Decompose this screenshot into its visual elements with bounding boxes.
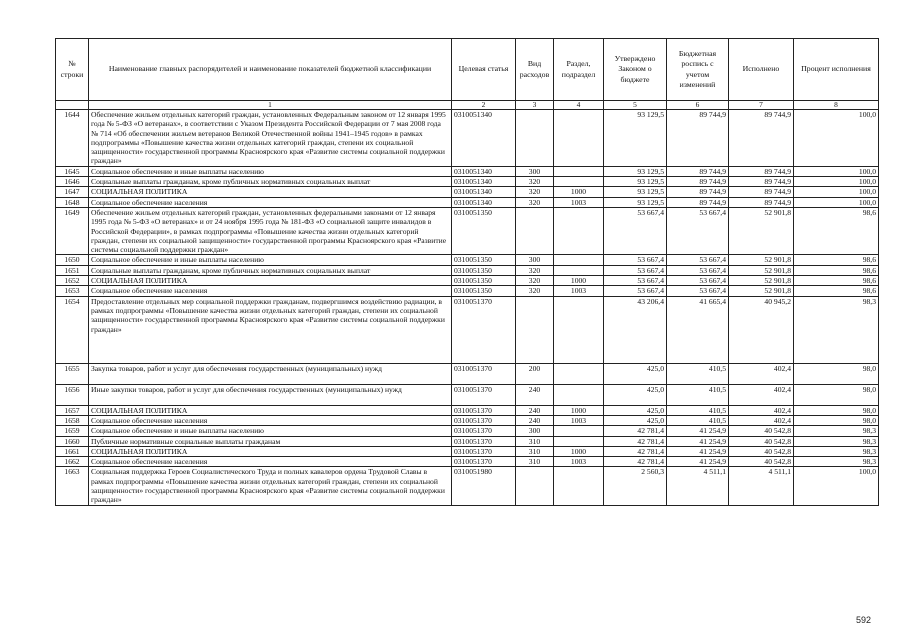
- column-number: [56, 101, 89, 110]
- table-row: [56, 457, 879, 467]
- row-name-cell: СОЦИАЛЬНАЯ ПОЛИТИКА: [89, 187, 452, 197]
- row-percent-cell: 98,6: [794, 276, 879, 286]
- row-number-cell: 1662: [56, 457, 89, 467]
- row-name-cell: СОЦИАЛЬНАЯ ПОЛИТИКА: [89, 446, 452, 456]
- row-kcsr-cell: 0310051340: [452, 110, 516, 167]
- row-name-cell: Закупка товаров, работ и услуг для обеспечения государственных (муниципальных) нужд: [89, 363, 452, 384]
- row-kcsr-cell: 0310051340: [452, 166, 516, 176]
- row-approved-cell: 425,0: [604, 415, 667, 425]
- row-percent-cell: 98,6: [794, 265, 879, 275]
- row-vr-cell: [516, 296, 554, 363]
- row-vr-cell: [516, 110, 554, 167]
- header-vr: Вид расходов: [516, 39, 554, 101]
- row-name-cell: Социальное обеспечение и иные выплаты населению: [89, 166, 452, 176]
- row-plan-cell: 89 744,9: [667, 197, 729, 207]
- row-executed-cell: 40 542,8: [729, 457, 794, 467]
- row-number-cell: 1649: [56, 207, 89, 254]
- row-vr-cell: 300: [516, 426, 554, 436]
- row-plan-cell: 41 254,9: [667, 446, 729, 456]
- row-kcsr-cell: 0310051340: [452, 187, 516, 197]
- row-plan-cell: 89 744,9: [667, 166, 729, 176]
- row-number-cell: 1663: [56, 467, 89, 505]
- row-executed-cell: 402,4: [729, 415, 794, 425]
- row-vr-cell: 320: [516, 187, 554, 197]
- row-vr-cell: 240: [516, 384, 554, 405]
- table-row: [56, 384, 879, 405]
- row-number-cell: 1645: [56, 166, 89, 176]
- row-vr-cell: 320: [516, 276, 554, 286]
- row-vr-cell: [516, 207, 554, 254]
- row-vr-cell: 200: [516, 363, 554, 384]
- row-rz-cell: [554, 166, 604, 176]
- row-number-cell: 1661: [56, 446, 89, 456]
- row-approved-cell: 53 667,4: [604, 207, 667, 254]
- row-plan-cell: 410,5: [667, 405, 729, 415]
- row-plan-cell: 410,5: [667, 384, 729, 405]
- row-rz-cell: [554, 110, 604, 167]
- row-executed-cell: 52 901,8: [729, 276, 794, 286]
- row-vr-cell: 240: [516, 415, 554, 425]
- row-percent-cell: 98,0: [794, 415, 879, 425]
- row-vr-cell: 300: [516, 255, 554, 265]
- row-number-cell: 1644: [56, 110, 89, 167]
- row-executed-cell: 40 945,2: [729, 296, 794, 363]
- row-approved-cell: 53 667,4: [604, 265, 667, 275]
- row-kcsr-cell: 0310051350: [452, 286, 516, 296]
- row-executed-cell: 89 744,9: [729, 166, 794, 176]
- row-approved-cell: 42 781,4: [604, 457, 667, 467]
- row-executed-cell: 52 901,8: [729, 265, 794, 275]
- column-number: 4: [554, 101, 604, 110]
- table-row: [56, 296, 879, 363]
- row-executed-cell: 89 744,9: [729, 197, 794, 207]
- row-approved-cell: 2 560,3: [604, 467, 667, 505]
- row-kcsr-cell: 0310051350: [452, 255, 516, 265]
- table-row: [56, 265, 879, 275]
- row-name-cell: СОЦИАЛЬНАЯ ПОЛИТИКА: [89, 405, 452, 415]
- row-number-cell: 1655: [56, 363, 89, 384]
- row-vr-cell: 320: [516, 286, 554, 296]
- row-name-cell: Иные закупки товаров, работ и услуг для обеспечения государственных (муниципальных) нужд: [89, 384, 452, 405]
- row-executed-cell: 89 744,9: [729, 187, 794, 197]
- row-executed-cell: 402,4: [729, 363, 794, 384]
- row-percent-cell: 100,0: [794, 467, 879, 505]
- row-name-cell: Социальное обеспечение и иные выплаты населению: [89, 426, 452, 436]
- row-plan-cell: 53 667,4: [667, 286, 729, 296]
- row-percent-cell: 100,0: [794, 197, 879, 207]
- row-plan-cell: 89 744,9: [667, 187, 729, 197]
- row-number-cell: 1659: [56, 426, 89, 436]
- row-plan-cell: 4 511,1: [667, 467, 729, 505]
- row-executed-cell: 40 542,8: [729, 426, 794, 436]
- row-executed-cell: 89 744,9: [729, 177, 794, 187]
- table-row: [56, 446, 879, 456]
- row-percent-cell: 98,0: [794, 384, 879, 405]
- row-percent-cell: 98,6: [794, 286, 879, 296]
- table-row: [56, 197, 879, 207]
- row-number-cell: 1654: [56, 296, 89, 363]
- row-approved-cell: 425,0: [604, 384, 667, 405]
- row-executed-cell: 52 901,8: [729, 207, 794, 254]
- row-name-cell: Публичные нормативные социальные выплаты гражданам: [89, 436, 452, 446]
- row-kcsr-cell: 0310051350: [452, 276, 516, 286]
- row-name-cell: Социальные выплаты гражданам, кроме публичных нормативных социальных выплат: [89, 265, 452, 275]
- row-percent-cell: 98,3: [794, 446, 879, 456]
- row-rz-cell: 1003: [554, 457, 604, 467]
- row-name-cell: Обеспечение жильем отдельных категорий граждан, установленных федеральными законами от 12 января 1995 года № 5-ФЗ «О ветеранах» и от 24 ноября 1995 года № 181-ФЗ «О социальной защите инвалидов в Российской Федерации», в рамках подпрограммы «Повышение качества жизни отдельных категорий граждан, степени их социальной защищенности» государственной программы Красноярского края «Развитие системы социальной поддержки граждан»: [89, 207, 452, 254]
- row-rz-cell: 1003: [554, 197, 604, 207]
- row-vr-cell: 310: [516, 457, 554, 467]
- row-kcsr-cell: 0310051370: [452, 296, 516, 363]
- row-executed-cell: 89 744,9: [729, 110, 794, 167]
- table-row: [56, 110, 879, 167]
- row-vr-cell: 310: [516, 436, 554, 446]
- row-number-cell: 1650: [56, 255, 89, 265]
- row-percent-cell: 100,0: [794, 187, 879, 197]
- table-row: [56, 436, 879, 446]
- row-plan-cell: 53 667,4: [667, 265, 729, 275]
- column-number: 2: [452, 101, 516, 110]
- row-percent-cell: 98,6: [794, 207, 879, 254]
- row-percent-cell: 98,6: [794, 255, 879, 265]
- header-approved: Утверждено Законом о бюджете: [604, 39, 667, 101]
- row-name-cell: СОЦИАЛЬНАЯ ПОЛИТИКА: [89, 276, 452, 286]
- page-number: 592: [856, 615, 872, 625]
- row-rz-cell: [554, 384, 604, 405]
- row-approved-cell: 93 129,5: [604, 166, 667, 176]
- row-kcsr-cell: 0310051370: [452, 405, 516, 415]
- row-number-cell: 1660: [56, 436, 89, 446]
- row-approved-cell: 93 129,5: [604, 187, 667, 197]
- table-row: [56, 467, 879, 505]
- row-name-cell: Социальное обеспечение населения: [89, 415, 452, 425]
- row-approved-cell: 93 129,5: [604, 177, 667, 187]
- column-number: 7: [729, 101, 794, 110]
- row-kcsr-cell: 0310051370: [452, 384, 516, 405]
- row-kcsr-cell: 0310051370: [452, 457, 516, 467]
- table-row: [56, 405, 879, 415]
- row-approved-cell: 425,0: [604, 405, 667, 415]
- row-vr-cell: [516, 467, 554, 505]
- table-row: [56, 255, 879, 265]
- row-rz-cell: [554, 467, 604, 505]
- row-rz-cell: [554, 296, 604, 363]
- row-name-cell: Предоставление отдельных мер социальной поддержки гражданам, подвергшимся воздействию радиации, в рамках подпрограммы «Повышение качества жизни отдельных категорий граждан, степени их социальной защищенности» государственной программы Красноярского края «Развитие системы социальной поддержки граждан»: [89, 296, 452, 363]
- row-kcsr-cell: 0310051370: [452, 363, 516, 384]
- row-plan-cell: 53 667,4: [667, 276, 729, 286]
- row-percent-cell: 98,0: [794, 405, 879, 415]
- row-rz-cell: 1000: [554, 187, 604, 197]
- row-number-cell: 1646: [56, 177, 89, 187]
- row-vr-cell: 240: [516, 405, 554, 415]
- column-number: 5: [604, 101, 667, 110]
- row-executed-cell: 4 511,1: [729, 467, 794, 505]
- header-executed: Исполнено: [729, 39, 794, 101]
- row-kcsr-cell: 0310051350: [452, 207, 516, 254]
- row-approved-cell: 93 129,5: [604, 197, 667, 207]
- row-rz-cell: 1000: [554, 276, 604, 286]
- row-number-cell: 1648: [56, 197, 89, 207]
- row-rz-cell: 1000: [554, 446, 604, 456]
- row-kcsr-cell: 0310051980: [452, 467, 516, 505]
- header-rz: Раздел, подраздел: [554, 39, 604, 101]
- row-name-cell: Социальные выплаты гражданам, кроме публичных нормативных социальных выплат: [89, 177, 452, 187]
- row-executed-cell: 402,4: [729, 384, 794, 405]
- header-row-no: № строки: [56, 39, 89, 101]
- header-percent: Процент исполнения: [794, 39, 879, 101]
- column-number: 6: [667, 101, 729, 110]
- table-row: [56, 276, 879, 286]
- row-rz-cell: 1003: [554, 415, 604, 425]
- row-percent-cell: 98,3: [794, 457, 879, 467]
- row-rz-cell: [554, 363, 604, 384]
- row-approved-cell: 42 781,4: [604, 426, 667, 436]
- row-plan-cell: 410,5: [667, 415, 729, 425]
- row-percent-cell: 100,0: [794, 177, 879, 187]
- row-executed-cell: 52 901,8: [729, 255, 794, 265]
- row-plan-cell: 89 744,9: [667, 177, 729, 187]
- row-vr-cell: 320: [516, 197, 554, 207]
- row-rz-cell: 1003: [554, 286, 604, 296]
- row-plan-cell: 53 667,4: [667, 207, 729, 254]
- table-row: [56, 166, 879, 176]
- row-number-cell: 1656: [56, 384, 89, 405]
- table-row: [56, 426, 879, 436]
- row-plan-cell: 41 254,9: [667, 426, 729, 436]
- row-approved-cell: 53 667,4: [604, 255, 667, 265]
- row-plan-cell: 41 665,4: [667, 296, 729, 363]
- row-rz-cell: [554, 265, 604, 275]
- table-row: [56, 207, 879, 254]
- row-kcsr-cell: 0310051370: [452, 446, 516, 456]
- row-executed-cell: 402,4: [729, 405, 794, 415]
- row-vr-cell: 300: [516, 166, 554, 176]
- table-row: [56, 187, 879, 197]
- table-header-row: [56, 39, 879, 101]
- row-rz-cell: [554, 426, 604, 436]
- row-approved-cell: 53 667,4: [604, 276, 667, 286]
- row-approved-cell: 93 129,5: [604, 110, 667, 167]
- row-vr-cell: 310: [516, 446, 554, 456]
- row-number-cell: 1653: [56, 286, 89, 296]
- row-name-cell: Обеспечение жильем отдельных категорий граждан, установленных Федеральным законом от 12 января 1995 года № 5-ФЗ «О ветеранах», в соответствии с Указом Президента Российской Федерации от 7 мая 2008 года № 714 «Об обеспечении жильем ветеранов Великой Отечественной войны 1941–1945 годов» в рамках подпрограммы «Повышение качества жизни отдельных категорий граждан, степени их социальной защищенности» государственной программы Красноярского края «Развитие системы социальной поддержки граждан»: [89, 110, 452, 167]
- row-name-cell: Социальное обеспечение населения: [89, 457, 452, 467]
- row-kcsr-cell: 0310051340: [452, 177, 516, 187]
- row-plan-cell: 53 667,4: [667, 255, 729, 265]
- row-approved-cell: 425,0: [604, 363, 667, 384]
- row-executed-cell: 52 901,8: [729, 286, 794, 296]
- row-plan-cell: 41 254,9: [667, 457, 729, 467]
- row-approved-cell: 42 781,4: [604, 446, 667, 456]
- column-number: 3: [516, 101, 554, 110]
- column-number-row: [56, 101, 879, 110]
- row-name-cell: Социальная поддержка Героев Социалистического Труда и полных кавалеров ордена Трудовой Славы в рамках подпрограммы «Повышение качества жизни отдельных категорий граждан, степени их социальной защищенности» государственной программы Красноярского края «Развитие системы социальной поддержки граждан»: [89, 467, 452, 505]
- header-kcsr: Целевая статья: [452, 39, 516, 101]
- row-approved-cell: 53 667,4: [604, 286, 667, 296]
- row-number-cell: 1652: [56, 276, 89, 286]
- row-executed-cell: 40 542,8: [729, 446, 794, 456]
- row-number-cell: 1651: [56, 265, 89, 275]
- row-name-cell: Социальное обеспечение и иные выплаты населению: [89, 255, 452, 265]
- row-number-cell: 1647: [56, 187, 89, 197]
- row-plan-cell: 41 254,9: [667, 436, 729, 446]
- budget-execution-table: [55, 38, 879, 506]
- row-percent-cell: 98,3: [794, 296, 879, 363]
- row-approved-cell: 43 206,4: [604, 296, 667, 363]
- row-percent-cell: 98,3: [794, 436, 879, 446]
- row-approved-cell: 42 781,4: [604, 436, 667, 446]
- row-name-cell: Социальное обеспечение населения: [89, 197, 452, 207]
- row-rz-cell: [554, 436, 604, 446]
- row-vr-cell: 320: [516, 265, 554, 275]
- row-plan-cell: 410,5: [667, 363, 729, 384]
- row-name-cell: Социальное обеспечение населения: [89, 286, 452, 296]
- row-percent-cell: 98,3: [794, 426, 879, 436]
- table-row: [56, 363, 879, 384]
- row-executed-cell: 40 542,8: [729, 436, 794, 446]
- row-rz-cell: 1000: [554, 405, 604, 415]
- row-percent-cell: 98,0: [794, 363, 879, 384]
- row-rz-cell: [554, 177, 604, 187]
- row-rz-cell: [554, 207, 604, 254]
- row-plan-cell: 89 744,9: [667, 110, 729, 167]
- row-number-cell: 1657: [56, 405, 89, 415]
- row-number-cell: 1658: [56, 415, 89, 425]
- row-vr-cell: 320: [516, 177, 554, 187]
- header-budget-list: Бюджетная роспись с учетом изменений: [667, 39, 729, 101]
- column-number: 8: [794, 101, 879, 110]
- table-row: [56, 286, 879, 296]
- column-number: 1: [89, 101, 452, 110]
- row-kcsr-cell: 0310051370: [452, 436, 516, 446]
- row-kcsr-cell: 0310051340: [452, 197, 516, 207]
- table-row: [56, 415, 879, 425]
- row-kcsr-cell: 0310051350: [452, 265, 516, 275]
- row-kcsr-cell: 0310051370: [452, 426, 516, 436]
- table-row: [56, 177, 879, 187]
- row-rz-cell: [554, 255, 604, 265]
- row-kcsr-cell: 0310051370: [452, 415, 516, 425]
- header-name: Наименование главных распорядителей и наименование показателей бюджетной классификации: [89, 39, 452, 101]
- row-percent-cell: 100,0: [794, 166, 879, 176]
- row-percent-cell: 100,0: [794, 110, 879, 167]
